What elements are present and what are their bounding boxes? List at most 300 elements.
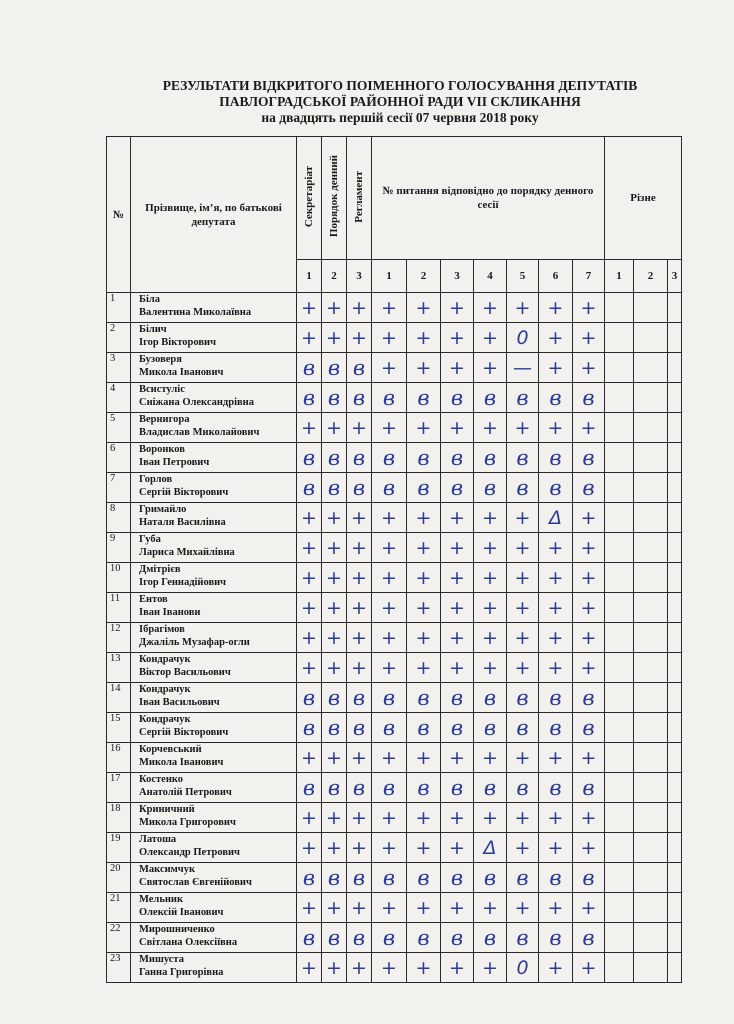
vote-mark: + (441, 593, 474, 623)
vote-mark: в (297, 863, 322, 893)
deputy-given-names: Лариса Михайлівна (139, 547, 235, 558)
deputy-surname: Кондрачук (139, 714, 191, 725)
deputy-name (131, 503, 297, 533)
empty-cell (605, 923, 634, 953)
vote-mark: + (297, 623, 322, 653)
vote-mark: + (322, 953, 347, 983)
deputy-surname: Воронков (139, 444, 185, 455)
row-number: 20 (107, 863, 131, 893)
table-row (107, 833, 682, 863)
vote-mark: + (573, 323, 605, 353)
vote-mark: в (507, 863, 539, 893)
vote-mark: в (322, 443, 347, 473)
vote-mark: в (507, 713, 539, 743)
vote-mark: + (372, 323, 407, 353)
row-number: 21 (107, 893, 131, 923)
empty-cell (668, 323, 682, 353)
vote-mark: + (407, 803, 441, 833)
vote-mark: + (539, 953, 573, 983)
empty-cell (605, 653, 634, 683)
vote-mark: Δ (474, 833, 507, 863)
row-number: 22 (107, 923, 131, 953)
header-agenda: Порядок денний (328, 155, 340, 238)
vote-mark: в (441, 773, 474, 803)
vote-mark: + (347, 803, 372, 833)
vote-mark: + (297, 293, 322, 323)
deputy-given-names: Віктор Васильович (139, 667, 231, 678)
empty-cell (668, 623, 682, 653)
vote-mark: + (407, 323, 441, 353)
vote-mark: в (573, 473, 605, 503)
vote-mark: в (297, 353, 322, 383)
subheader-number: 2 (407, 260, 441, 293)
vote-mark: в (322, 383, 347, 413)
vote-mark: + (297, 593, 322, 623)
vote-mark: + (347, 893, 372, 923)
vote-mark: + (441, 533, 474, 563)
vote-mark: + (347, 833, 372, 863)
vote-mark: + (573, 413, 605, 443)
deputy-given-names: Сніжана Олександрівна (139, 397, 254, 408)
vote-mark: в (539, 773, 573, 803)
table-row (107, 623, 682, 653)
vote-mark: + (347, 653, 372, 683)
vote-mark: в (347, 683, 372, 713)
vote-mark: + (407, 893, 441, 923)
empty-cell (634, 953, 668, 983)
vote-mark: в (407, 473, 441, 503)
deputy-name (131, 833, 297, 863)
vote-mark: + (474, 563, 507, 593)
vote-mark: + (347, 413, 372, 443)
vote-mark: в (347, 923, 372, 953)
vote-mark: + (347, 533, 372, 563)
vote-mark: 0 (507, 953, 539, 983)
vote-mark: + (441, 953, 474, 983)
deputy-given-names: Валентина Миколаївна (139, 307, 252, 318)
empty-cell (668, 743, 682, 773)
table-row (107, 353, 682, 383)
empty-cell (605, 863, 634, 893)
vote-mark: + (347, 563, 372, 593)
vote-mark: + (539, 323, 573, 353)
vote-mark: в (441, 923, 474, 953)
vote-mark: в (474, 473, 507, 503)
table-row (107, 803, 682, 833)
deputy-surname: Ібрагімов (139, 624, 185, 635)
empty-cell (668, 503, 682, 533)
vote-mark: + (347, 743, 372, 773)
vote-mark: + (507, 563, 539, 593)
deputy-surname: Криничний (139, 804, 195, 815)
deputy-given-names: Микола Григорович (139, 817, 236, 828)
subheader-number: 1 (297, 260, 322, 293)
deputy-surname: Мишуста (139, 954, 184, 965)
vote-mark: + (573, 563, 605, 593)
vote-mark: в (322, 773, 347, 803)
vote-mark: в (372, 863, 407, 893)
vote-mark: + (297, 503, 322, 533)
deputy-given-names: Ігор Геннадійович (139, 577, 227, 588)
deputy-surname: Костенко (139, 774, 184, 785)
vote-mark: в (322, 473, 347, 503)
vote-mark: в (297, 773, 322, 803)
deputy-surname: Корчевський (139, 744, 202, 755)
vote-mark: в (539, 923, 573, 953)
deputy-surname: Дмітрієв (139, 564, 181, 575)
vote-mark: + (441, 833, 474, 863)
vote-mark: в (322, 683, 347, 713)
deputy-surname: Мельник (139, 894, 184, 905)
deputy-given-names: Сергій Вікторович (139, 487, 229, 498)
empty-cell (634, 503, 668, 533)
vote-mark: + (297, 653, 322, 683)
vote-mark: + (573, 893, 605, 923)
table-row (107, 953, 682, 983)
vote-mark: в (322, 353, 347, 383)
vote-mark: + (573, 593, 605, 623)
vote-mark: в (372, 383, 407, 413)
vote-mark: + (297, 563, 322, 593)
table-row (107, 563, 682, 593)
vote-mark: в (297, 473, 322, 503)
header-secretariat-cell (297, 137, 322, 260)
deputy-given-names: Сергій Вікторович (139, 727, 229, 738)
deputy-name (131, 563, 297, 593)
header-secretariat: Секретаріат (303, 165, 315, 228)
deputy-given-names: Наталя Василівна (139, 517, 226, 528)
deputy-name (131, 773, 297, 803)
empty-cell (668, 803, 682, 833)
deputy-given-names: Микола Іванович (139, 757, 224, 768)
header-num: № (107, 137, 131, 293)
vote-mark: в (573, 683, 605, 713)
vote-mark: + (539, 893, 573, 923)
vote-mark: в (407, 713, 441, 743)
vote-mark: + (372, 653, 407, 683)
vote-mark: + (573, 743, 605, 773)
vote-mark: в (372, 923, 407, 953)
empty-cell (605, 503, 634, 533)
deputy-given-names: Олександр Петрович (139, 847, 240, 858)
deputy-surname: Бузоверя (139, 354, 182, 365)
table-row (107, 413, 682, 443)
row-number: 23 (107, 953, 131, 983)
vote-mark: в (539, 863, 573, 893)
vote-mark: + (441, 803, 474, 833)
vote-mark: + (407, 503, 441, 533)
deputy-given-names: Іван Іванови (139, 607, 201, 618)
vote-mark: + (539, 653, 573, 683)
table-row (107, 683, 682, 713)
vote-mark: + (474, 413, 507, 443)
vote-mark: + (372, 413, 407, 443)
empty-cell (668, 653, 682, 683)
vote-mark: + (347, 623, 372, 653)
vote-mark: + (474, 593, 507, 623)
deputy-name (131, 323, 297, 353)
deputy-given-names: Ігор Вікторович (139, 337, 217, 348)
vote-mark: в (372, 473, 407, 503)
document-title (100, 78, 700, 126)
vote-mark: + (297, 743, 322, 773)
empty-cell (605, 683, 634, 713)
title-line-1: РЕЗУЛЬТАТИ ВІДКРИТОГО ПОІМЕННОГО ГОЛОСУВАННЯ ДЕПУТАТІВ (162, 78, 638, 93)
vote-mark: + (407, 353, 441, 383)
vote-mark: + (474, 893, 507, 923)
title-line-3: на двадцять першій сесії 07 червня 2018 року (261, 110, 539, 125)
empty-cell (668, 833, 682, 863)
vote-mark: + (322, 533, 347, 563)
empty-cell (634, 413, 668, 443)
table-row (107, 743, 682, 773)
vote-mark: + (441, 653, 474, 683)
empty-cell (605, 563, 634, 593)
vote-mark: в (372, 683, 407, 713)
deputy-surname: Вернигора (139, 414, 190, 425)
vote-mark: + (372, 833, 407, 863)
vote-mark: + (322, 743, 347, 773)
header-regulation: Регламент (353, 170, 365, 223)
vote-mark: + (539, 743, 573, 773)
deputy-name (131, 713, 297, 743)
vote-mark: в (474, 443, 507, 473)
row-number: 6 (107, 443, 131, 473)
empty-cell (634, 893, 668, 923)
deputy-surname: Ентов (139, 594, 168, 605)
vote-mark: + (297, 533, 322, 563)
empty-cell (668, 953, 682, 983)
empty-cell (668, 773, 682, 803)
vote-mark: + (347, 503, 372, 533)
title-line-2: ПАВЛОГРАДСЬКОЇ РАЙОННОЇ РАДИ VII СКЛИКАННЯ (219, 94, 581, 109)
vote-mark: в (474, 923, 507, 953)
vote-mark: + (539, 293, 573, 323)
vote-mark: + (573, 623, 605, 653)
vote-mark: + (573, 353, 605, 383)
vote-mark: в (573, 383, 605, 413)
deputy-name (131, 923, 297, 953)
vote-mark: + (507, 893, 539, 923)
vote-mark: в (407, 923, 441, 953)
empty-cell (605, 833, 634, 863)
vote-mark: + (474, 653, 507, 683)
empty-cell (634, 533, 668, 563)
vote-mark: в (347, 863, 372, 893)
row-number: 18 (107, 803, 131, 833)
vote-mark: + (372, 593, 407, 623)
vote-mark: + (407, 533, 441, 563)
vote-mark: + (573, 653, 605, 683)
deputy-name (131, 293, 297, 323)
deputy-given-names: Микола Іванович (139, 367, 224, 378)
deputy-surname: Кондрачук (139, 654, 191, 665)
vote-mark: + (507, 653, 539, 683)
vote-mark: + (441, 503, 474, 533)
empty-cell (605, 623, 634, 653)
subheader-number: 1 (605, 260, 634, 293)
vote-mark: в (539, 383, 573, 413)
empty-cell (668, 593, 682, 623)
deputy-name (131, 353, 297, 383)
vote-mark: в (297, 443, 322, 473)
vote-mark: + (507, 593, 539, 623)
header-questions: № питання відповідно до порядку денного сесії (372, 137, 605, 260)
deputy-surname: Губа (139, 534, 161, 545)
row-number: 10 (107, 563, 131, 593)
subheader-number: 1 (372, 260, 407, 293)
vote-mark: + (347, 293, 372, 323)
vote-mark: + (407, 743, 441, 773)
deputy-name (131, 413, 297, 443)
deputy-name (131, 683, 297, 713)
empty-cell (668, 293, 682, 323)
deputy-name (131, 863, 297, 893)
empty-cell (668, 413, 682, 443)
table-row (107, 773, 682, 803)
empty-cell (605, 593, 634, 623)
empty-cell (668, 683, 682, 713)
vote-mark: + (441, 623, 474, 653)
vote-mark: в (573, 713, 605, 743)
vote-mark: + (322, 563, 347, 593)
table-row (107, 713, 682, 743)
vote-mark: + (297, 893, 322, 923)
empty-cell (605, 383, 634, 413)
vote-mark: + (347, 953, 372, 983)
vote-mark: в (539, 443, 573, 473)
empty-cell (634, 623, 668, 653)
deputy-given-names: Святослав Євгенійович (139, 877, 252, 888)
vote-mark: в (441, 473, 474, 503)
vote-mark: + (573, 533, 605, 563)
empty-cell (605, 893, 634, 923)
empty-cell (668, 863, 682, 893)
table-row (107, 383, 682, 413)
header-misc: Різне (605, 137, 682, 260)
row-number: 1 (107, 293, 131, 323)
empty-cell (634, 863, 668, 893)
header-regulation-cell (347, 137, 372, 260)
empty-cell (634, 443, 668, 473)
vote-mark: + (539, 563, 573, 593)
empty-cell (605, 953, 634, 983)
vote-mark: + (474, 803, 507, 833)
vote-mark: + (474, 323, 507, 353)
row-number: 9 (107, 533, 131, 563)
deputy-given-names: Олексій Іванович (139, 907, 224, 918)
empty-cell (634, 773, 668, 803)
vote-mark: + (474, 293, 507, 323)
row-number: 12 (107, 623, 131, 653)
vote-mark: + (507, 293, 539, 323)
deputy-surname: Гримайло (139, 504, 187, 515)
deputy-name (131, 473, 297, 503)
vote-mark: + (441, 323, 474, 353)
vote-mark: + (407, 563, 441, 593)
vote-mark: в (507, 773, 539, 803)
vote-mark: в (507, 383, 539, 413)
deputy-name (131, 533, 297, 563)
row-number: 3 (107, 353, 131, 383)
vote-mark: в (407, 863, 441, 893)
vote-mark: в (407, 383, 441, 413)
vote-mark: в (297, 923, 322, 953)
row-number: 15 (107, 713, 131, 743)
vote-mark: + (372, 353, 407, 383)
deputy-name (131, 623, 297, 653)
empty-cell (605, 533, 634, 563)
empty-cell (605, 443, 634, 473)
empty-cell (634, 293, 668, 323)
row-number: 2 (107, 323, 131, 353)
vote-mark: в (347, 353, 372, 383)
vote-mark: + (322, 323, 347, 353)
vote-mark: в (573, 863, 605, 893)
vote-mark: в (322, 923, 347, 953)
deputy-name (131, 443, 297, 473)
deputy-given-names: Ганна Григорівна (139, 967, 224, 978)
empty-cell (634, 353, 668, 383)
vote-mark: + (407, 833, 441, 863)
vote-mark: + (407, 653, 441, 683)
header-agenda-cell (322, 137, 347, 260)
empty-cell (605, 293, 634, 323)
subheader-number: 3 (441, 260, 474, 293)
vote-mark: в (507, 443, 539, 473)
row-number: 4 (107, 383, 131, 413)
vote-mark: + (372, 503, 407, 533)
deputy-name (131, 593, 297, 623)
vote-mark: в (539, 473, 573, 503)
vote-mark: в (347, 443, 372, 473)
vote-mark: + (507, 743, 539, 773)
table-row (107, 893, 682, 923)
vote-mark: в (539, 683, 573, 713)
vote-mark: в (347, 773, 372, 803)
vote-mark: + (474, 953, 507, 983)
empty-cell (634, 563, 668, 593)
vote-mark: Δ (539, 503, 573, 533)
deputy-surname: Біла (139, 294, 160, 305)
row-number: 7 (107, 473, 131, 503)
vote-mark: в (407, 773, 441, 803)
subheader-number: 2 (634, 260, 668, 293)
vote-mark: в (347, 383, 372, 413)
deputy-given-names: Іван Петрович (139, 457, 210, 468)
vote-mark: + (322, 623, 347, 653)
vote-mark: + (539, 833, 573, 863)
deputy-surname: Білич (139, 324, 167, 335)
empty-cell (634, 833, 668, 863)
empty-cell (668, 923, 682, 953)
deputy-given-names: Анатолій Петрович (139, 787, 232, 798)
vote-mark: + (539, 803, 573, 833)
empty-cell (668, 563, 682, 593)
deputy-name (131, 953, 297, 983)
empty-cell (668, 443, 682, 473)
vote-mark: + (474, 533, 507, 563)
vote-mark: + (322, 803, 347, 833)
vote-mark: + (507, 833, 539, 863)
vote-mark: + (539, 413, 573, 443)
deputy-surname: Горлов (139, 474, 173, 485)
vote-mark: + (347, 323, 372, 353)
row-number: 17 (107, 773, 131, 803)
empty-cell (605, 773, 634, 803)
empty-cell (668, 533, 682, 563)
row-number: 13 (107, 653, 131, 683)
